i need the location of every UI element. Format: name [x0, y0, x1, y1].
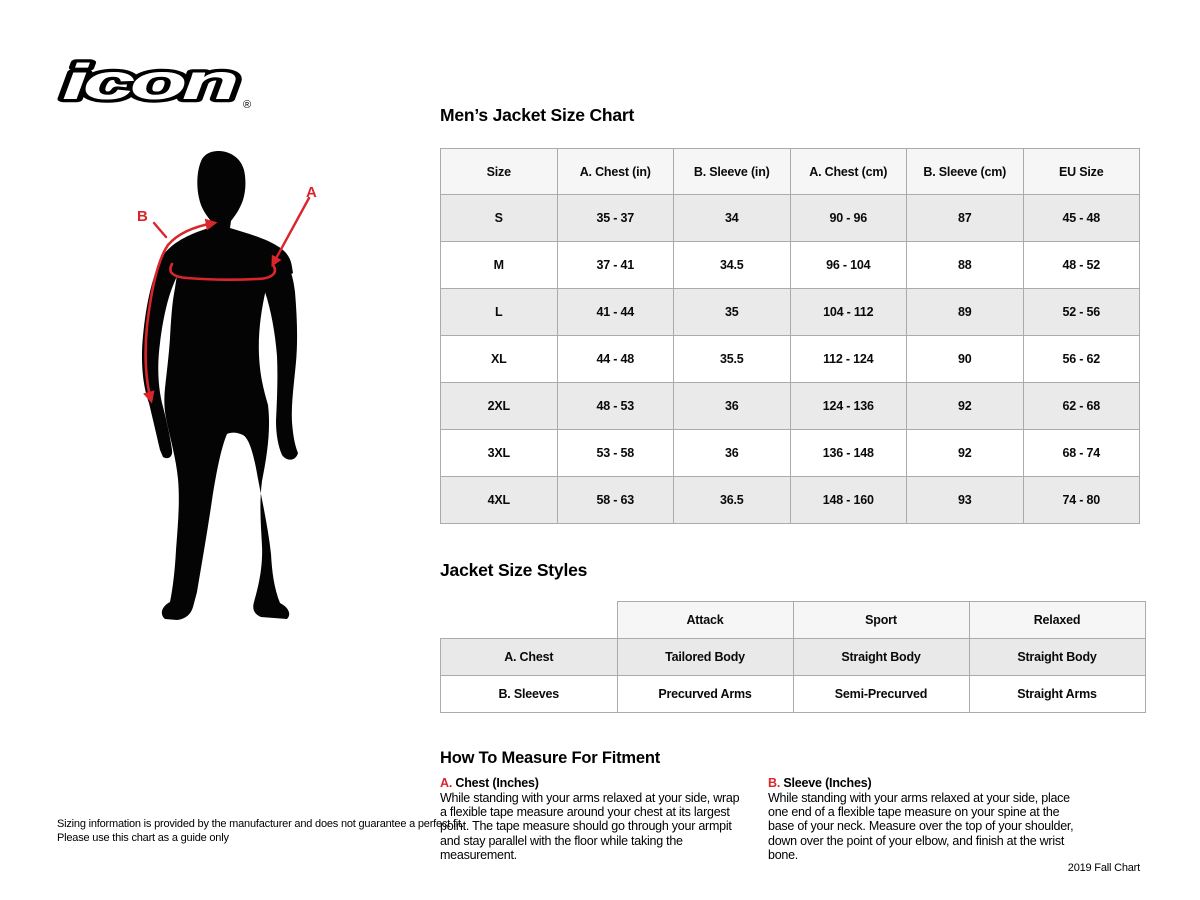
- size-chart-cell: 93: [907, 477, 1024, 524]
- measure-sleeve-instructions: While standing with your arms relaxed at your side, place one end of a flexible tape measure on your spine at the base of your neck. Measure over the top of your shoulder, down over the point of your elbow, and finish at the wrist bone.: [768, 791, 1074, 862]
- logo-wordmark: icon: [62, 54, 237, 110]
- size-chart-row-2xl: [441, 383, 1140, 430]
- label-b-connector-line: [154, 223, 166, 237]
- size-chart-cell: 48 - 52: [1023, 242, 1140, 289]
- registered-trademark-symbol: ®: [243, 99, 252, 111]
- size-chart-cell: 90 - 96: [790, 195, 907, 242]
- measure-sleeve-prefix: B.: [768, 776, 781, 790]
- size-chart-cell: 112 - 124: [790, 336, 907, 383]
- size-chart-cell: 90: [907, 336, 1024, 383]
- size-chart-row-m: [441, 242, 1140, 289]
- size-chart-cell: 4XL: [441, 477, 558, 524]
- size-chart-cell: 35: [674, 289, 791, 336]
- size-chart-cell: 44 - 48: [557, 336, 674, 383]
- measure-chest-label-text: Chest (Inches): [455, 776, 539, 790]
- styles-chart-title: Jacket Size Styles: [440, 560, 588, 580]
- size-chart-cell: 87: [907, 195, 1024, 242]
- styles-column-header: Sport: [793, 602, 969, 639]
- icon-logo-graphic: [52, 52, 267, 114]
- label-a-pointer-line: [273, 198, 309, 264]
- measure-chest-label: [440, 776, 742, 790]
- size-chart-cell: 124 - 136: [790, 383, 907, 430]
- size-chart-column-header: A. Chest (cm): [790, 149, 907, 195]
- size-chart-cell: 104 - 112: [790, 289, 907, 336]
- size-chart-column-header: Size: [441, 149, 558, 195]
- size-chart-cell: 92: [907, 383, 1024, 430]
- size-chart-row-l: [441, 289, 1140, 336]
- styles-header-row: [441, 602, 1146, 639]
- size-chart-cell: 36: [674, 383, 791, 430]
- styles-cell: Straight Body: [793, 639, 969, 676]
- icon-brand-logo: [52, 52, 267, 119]
- figure-label-a: A: [306, 184, 317, 201]
- size-chart-cell: 36: [674, 430, 791, 477]
- size-chart-title: Men’s Jacket Size Chart: [440, 105, 635, 125]
- size-chart-cell: 92: [907, 430, 1024, 477]
- styles-cell: Straight Arms: [969, 676, 1145, 713]
- measure-sleeve-label: [768, 776, 1076, 790]
- styles-row-label: A. Chest: [441, 639, 618, 676]
- size-chart-row-4xl: [441, 477, 1140, 524]
- size-chart-cell: 41 - 44: [557, 289, 674, 336]
- styles-cell: Straight Body: [969, 639, 1145, 676]
- size-chart-cell: M: [441, 242, 558, 289]
- size-chart-cell: 35 - 37: [557, 195, 674, 242]
- size-chart-table-body: [441, 195, 1140, 524]
- size-chart-cell: 52 - 56: [1023, 289, 1140, 336]
- styles-cell: Semi-Precurved: [793, 676, 969, 713]
- size-chart-row-xl: [441, 336, 1140, 383]
- size-chart-cell: 62 - 68: [1023, 383, 1140, 430]
- measure-sleeve-block: [768, 776, 1076, 862]
- styles-cell: Tailored Body: [617, 639, 793, 676]
- styles-table: [440, 601, 1146, 713]
- size-chart-header-row: [441, 149, 1140, 195]
- measurement-figure: [60, 140, 420, 645]
- size-chart-cell: 34.5: [674, 242, 791, 289]
- size-chart-cell: 35.5: [674, 336, 791, 383]
- styles-row: [441, 676, 1146, 713]
- styles-corner-cell: [441, 602, 618, 639]
- size-chart-column-header: A. Chest (in): [557, 149, 674, 195]
- size-chart-cell: L: [441, 289, 558, 336]
- figure-label-b: B: [137, 208, 148, 225]
- size-chart-table-head: [441, 149, 1140, 195]
- styles-row: [441, 639, 1146, 676]
- size-chart-cell: 68 - 74: [1023, 430, 1140, 477]
- styles-table-body: [441, 602, 1146, 713]
- size-chart-cell: 45 - 48: [1023, 195, 1140, 242]
- size-chart-cell: 36.5: [674, 477, 791, 524]
- size-chart-cell: XL: [441, 336, 558, 383]
- size-chart-cell: 56 - 62: [1023, 336, 1140, 383]
- measure-chest-prefix: A.: [440, 776, 453, 790]
- size-chart-cell: 48 - 53: [557, 383, 674, 430]
- size-chart-cell: S: [441, 195, 558, 242]
- styles-row-label: B. Sleeves: [441, 676, 618, 713]
- body-silhouette: [162, 151, 293, 620]
- styles-cell: Precurved Arms: [617, 676, 793, 713]
- size-chart-column-header: B. Sleeve (cm): [907, 149, 1024, 195]
- styles-table-container: [440, 601, 1146, 713]
- sizing-disclaimer: [57, 818, 464, 846]
- size-chart-cell: 58 - 63: [557, 477, 674, 524]
- chart-version-note: 2019 Fall Chart: [1067, 862, 1140, 874]
- size-chart-cell: 89: [907, 289, 1024, 336]
- size-chart-cell: 3XL: [441, 430, 558, 477]
- styles-column-header: Attack: [617, 602, 793, 639]
- size-chart-column-header: B. Sleeve (in): [674, 149, 791, 195]
- size-chart-cell: 34: [674, 195, 791, 242]
- size-chart-cell: 136 - 148: [790, 430, 907, 477]
- size-chart-cell: 96 - 104: [790, 242, 907, 289]
- measure-section-title: How To Measure For Fitment: [440, 749, 661, 767]
- size-chart-row-s: [441, 195, 1140, 242]
- size-chart-cell: 2XL: [441, 383, 558, 430]
- sizing-disclaimer-line2: Please use this chart as a guide only: [57, 831, 229, 844]
- size-chart-row-3xl: [441, 430, 1140, 477]
- measure-sleeve-label-text: Sleeve (Inches): [783, 776, 872, 790]
- size-chart-table: [440, 148, 1140, 524]
- size-chart-cell: 37 - 41: [557, 242, 674, 289]
- body-silhouette-graphic: [60, 140, 420, 640]
- size-chart-column-header: EU Size: [1023, 149, 1140, 195]
- sizing-disclaimer-line1: Sizing information is provided by the manufacturer and does not guarantee a perfect fit.: [57, 818, 464, 830]
- size-chart-table-container: [440, 148, 1140, 524]
- styles-column-header: Relaxed: [969, 602, 1145, 639]
- size-chart-cell: 88: [907, 242, 1024, 289]
- measure-chest-block: [440, 776, 742, 862]
- size-chart-cell: 53 - 58: [557, 430, 674, 477]
- size-chart-cell: 148 - 160: [790, 477, 907, 524]
- size-chart-cell: 74 - 80: [1023, 477, 1140, 524]
- measure-chest-instructions: While standing with your arms relaxed at your side, wrap a flexible tape measure around your chest at its largest point. The tape measure should go through your armpit and stay parallel with the floor while taking the measurement.: [440, 791, 740, 862]
